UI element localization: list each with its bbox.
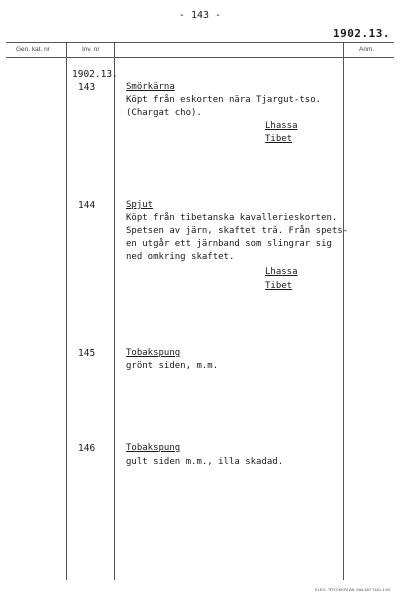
column-header-gen-kat-nr: Gen. kat. nr xyxy=(16,46,50,53)
entry-place-city: Lhassa xyxy=(265,267,298,277)
header-top-rule xyxy=(6,42,394,43)
inv-number-143: 143 xyxy=(78,82,96,93)
year-reference: 1902.13. xyxy=(72,69,118,80)
column-divider-1 xyxy=(66,42,67,580)
entry-place-region: Tibet xyxy=(265,281,293,291)
entry-line: (Chargat cho). xyxy=(126,108,202,118)
entry-line: ned omkring skaftet. xyxy=(126,252,235,262)
entry-line: en utgår ett järnband som slingrar sig xyxy=(126,239,332,249)
column-divider-2 xyxy=(114,42,115,580)
catalog-reference: 1902.13. xyxy=(333,27,390,40)
entry-line: gult siden m.m., illa skadad. xyxy=(126,457,284,467)
entry-title-145: Tobakspung xyxy=(126,348,181,358)
entry-title-143: Smörkärna xyxy=(126,82,175,92)
entry-place-city: Lhassa xyxy=(265,121,298,131)
entry-title-144: Spjut xyxy=(126,200,154,210)
entry-title-146: Tobakspung xyxy=(126,443,181,453)
inv-number-146: 146 xyxy=(78,443,96,454)
inv-number-144: 144 xyxy=(78,200,96,211)
column-divider-3 xyxy=(343,42,344,580)
page-number: - 143 - xyxy=(178,10,222,21)
header-bottom-rule xyxy=(6,57,394,58)
entry-line: Spetsen av järn, skaftet trä. Från spets- xyxy=(126,226,349,236)
entry-line: grönt siden, m.m. xyxy=(126,361,219,371)
entry-line: Köpt från tibetanska kavallerieskorten. xyxy=(126,213,338,223)
inv-number-145: 145 xyxy=(78,348,96,359)
printer-footer: ELEG. TRYCKERI AB, MALMÖ 7451 4 69 xyxy=(315,587,390,592)
entry-place-region: Tibet xyxy=(265,134,293,144)
column-header-anm: Anm. xyxy=(359,46,375,53)
entry-line: Köpt från eskorten nära Tjargut-tso. xyxy=(126,95,322,105)
column-header-inv-nr: Inv. nr xyxy=(82,46,100,53)
